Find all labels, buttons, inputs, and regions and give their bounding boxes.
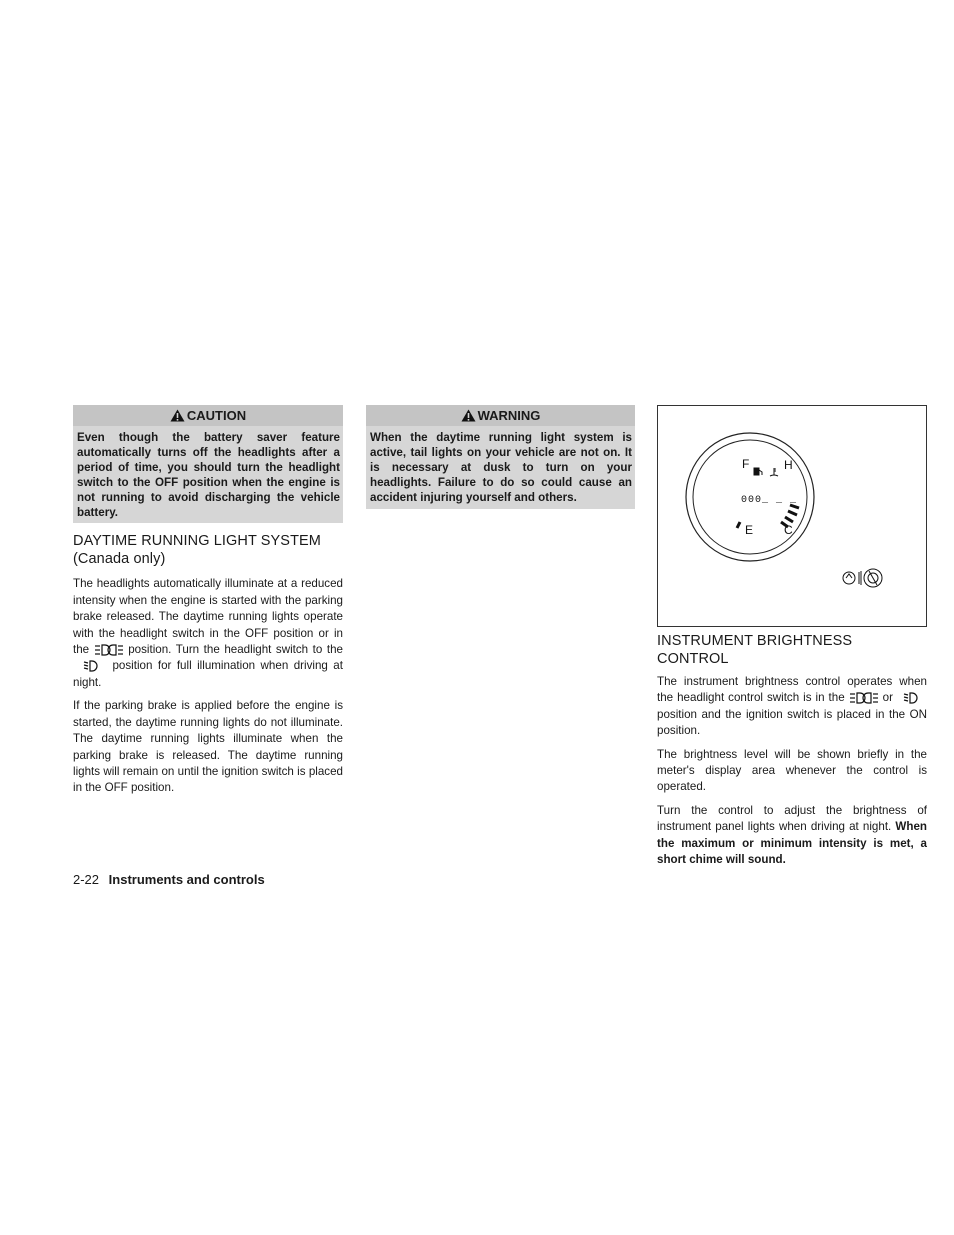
brightness-paragraph-2: The brightness level will be shown briefly in the meter's display area whenever the control is operated. [657, 747, 927, 794]
caution-header [73, 405, 343, 426]
warning-text: When the daytime running light system is active, tail lights on your vehicle are not on. It is necessary at dusk to turn on your headlights. Failure to do so could cause an accident injuring yourself and others. [370, 431, 632, 504]
fuel-full-label: F [742, 457, 750, 471]
temperature-icon [770, 468, 778, 476]
parking-light-icon [849, 692, 879, 704]
warning-header [366, 405, 635, 426]
gauge-figure [657, 405, 927, 627]
drl-heading-line2: (Canada only) [73, 551, 166, 568]
drl-heading [73, 532, 343, 568]
gauge-illustration [658, 406, 926, 626]
temp-hot-label: H [784, 458, 793, 472]
drl-paragraph-1 [73, 576, 343, 691]
brightness-p3-bold: When the maximum or minimum intensity is met, a short chime will sound. [657, 820, 927, 867]
odometer-display: 000_ _ _ [741, 495, 798, 506]
brightness-heading-line2: CONTROL [657, 651, 729, 667]
drl-paragraph-2: If the parking brake is applied before the engine is started, the daytime running lights do not illuminate. The daytime running lights illuminate when the parking brake is released. The daytime running lights will remain on until the ignition switch is placed in the OFF position. [73, 699, 343, 795]
brightness-p1-part1: The instrument brightness control operates when the headlight control switch is in the [657, 675, 927, 705]
fuel-empty-label: E [745, 523, 754, 537]
drl-heading-line1: DAYTIME RUNNING LIGHT SYSTEM [73, 533, 321, 550]
brightness-heading [657, 632, 927, 668]
caution-box [73, 405, 343, 523]
brightness-paragraph-3 [657, 803, 927, 869]
drl-p1-part1: The headlights automatically illuminate at a reduced intensity when the engine is started with the parking brake released. The daytime running lights operate with the headlight switch in the OFF position or in the [73, 577, 343, 657]
left-column [73, 405, 343, 797]
warning-triangle-icon [170, 409, 185, 422]
brightness-p3-normal: Turn the control to adjust the brightness of instrument panel lights when driving at night. [657, 803, 927, 834]
parking-light-icon [94, 644, 124, 656]
warning-label: WARNING [477, 408, 541, 423]
brightness-control-icon [843, 569, 882, 587]
brightness-p1-part3: position and the ignition switch is placed in the ON position. [657, 707, 927, 738]
headlight-icon [73, 660, 107, 672]
brightness-paragraph-1 [657, 674, 927, 740]
page-number: 2-22 [73, 872, 100, 887]
warning-triangle-icon [461, 409, 476, 422]
page-footer [73, 872, 265, 887]
middle-column [366, 405, 635, 509]
caution-label: CAUTION [186, 408, 247, 423]
fuel-level-segments [737, 522, 740, 528]
drl-p1-part2: position. Turn the headlight switch to the [128, 643, 343, 657]
brightness-p1-part2: or [882, 691, 893, 705]
right-column [657, 405, 927, 868]
headlight-icon [897, 692, 927, 704]
warning-box [366, 405, 635, 509]
drl-p1-part3: position for full illumination when driving at night. [73, 659, 343, 689]
section-name: Instruments and controls [108, 872, 265, 887]
caution-text: Even though the battery saver feature automatically turns off the headlights after a period of time, you should turn the headlight switch to the OFF position when the engine is not running to avoid discharging the vehicle battery. [77, 431, 340, 519]
brightness-heading-line1: INSTRUMENT BRIGHTNESS [657, 633, 853, 649]
fuel-pump-icon [754, 468, 762, 475]
temp-cold-label: C [784, 523, 793, 537]
